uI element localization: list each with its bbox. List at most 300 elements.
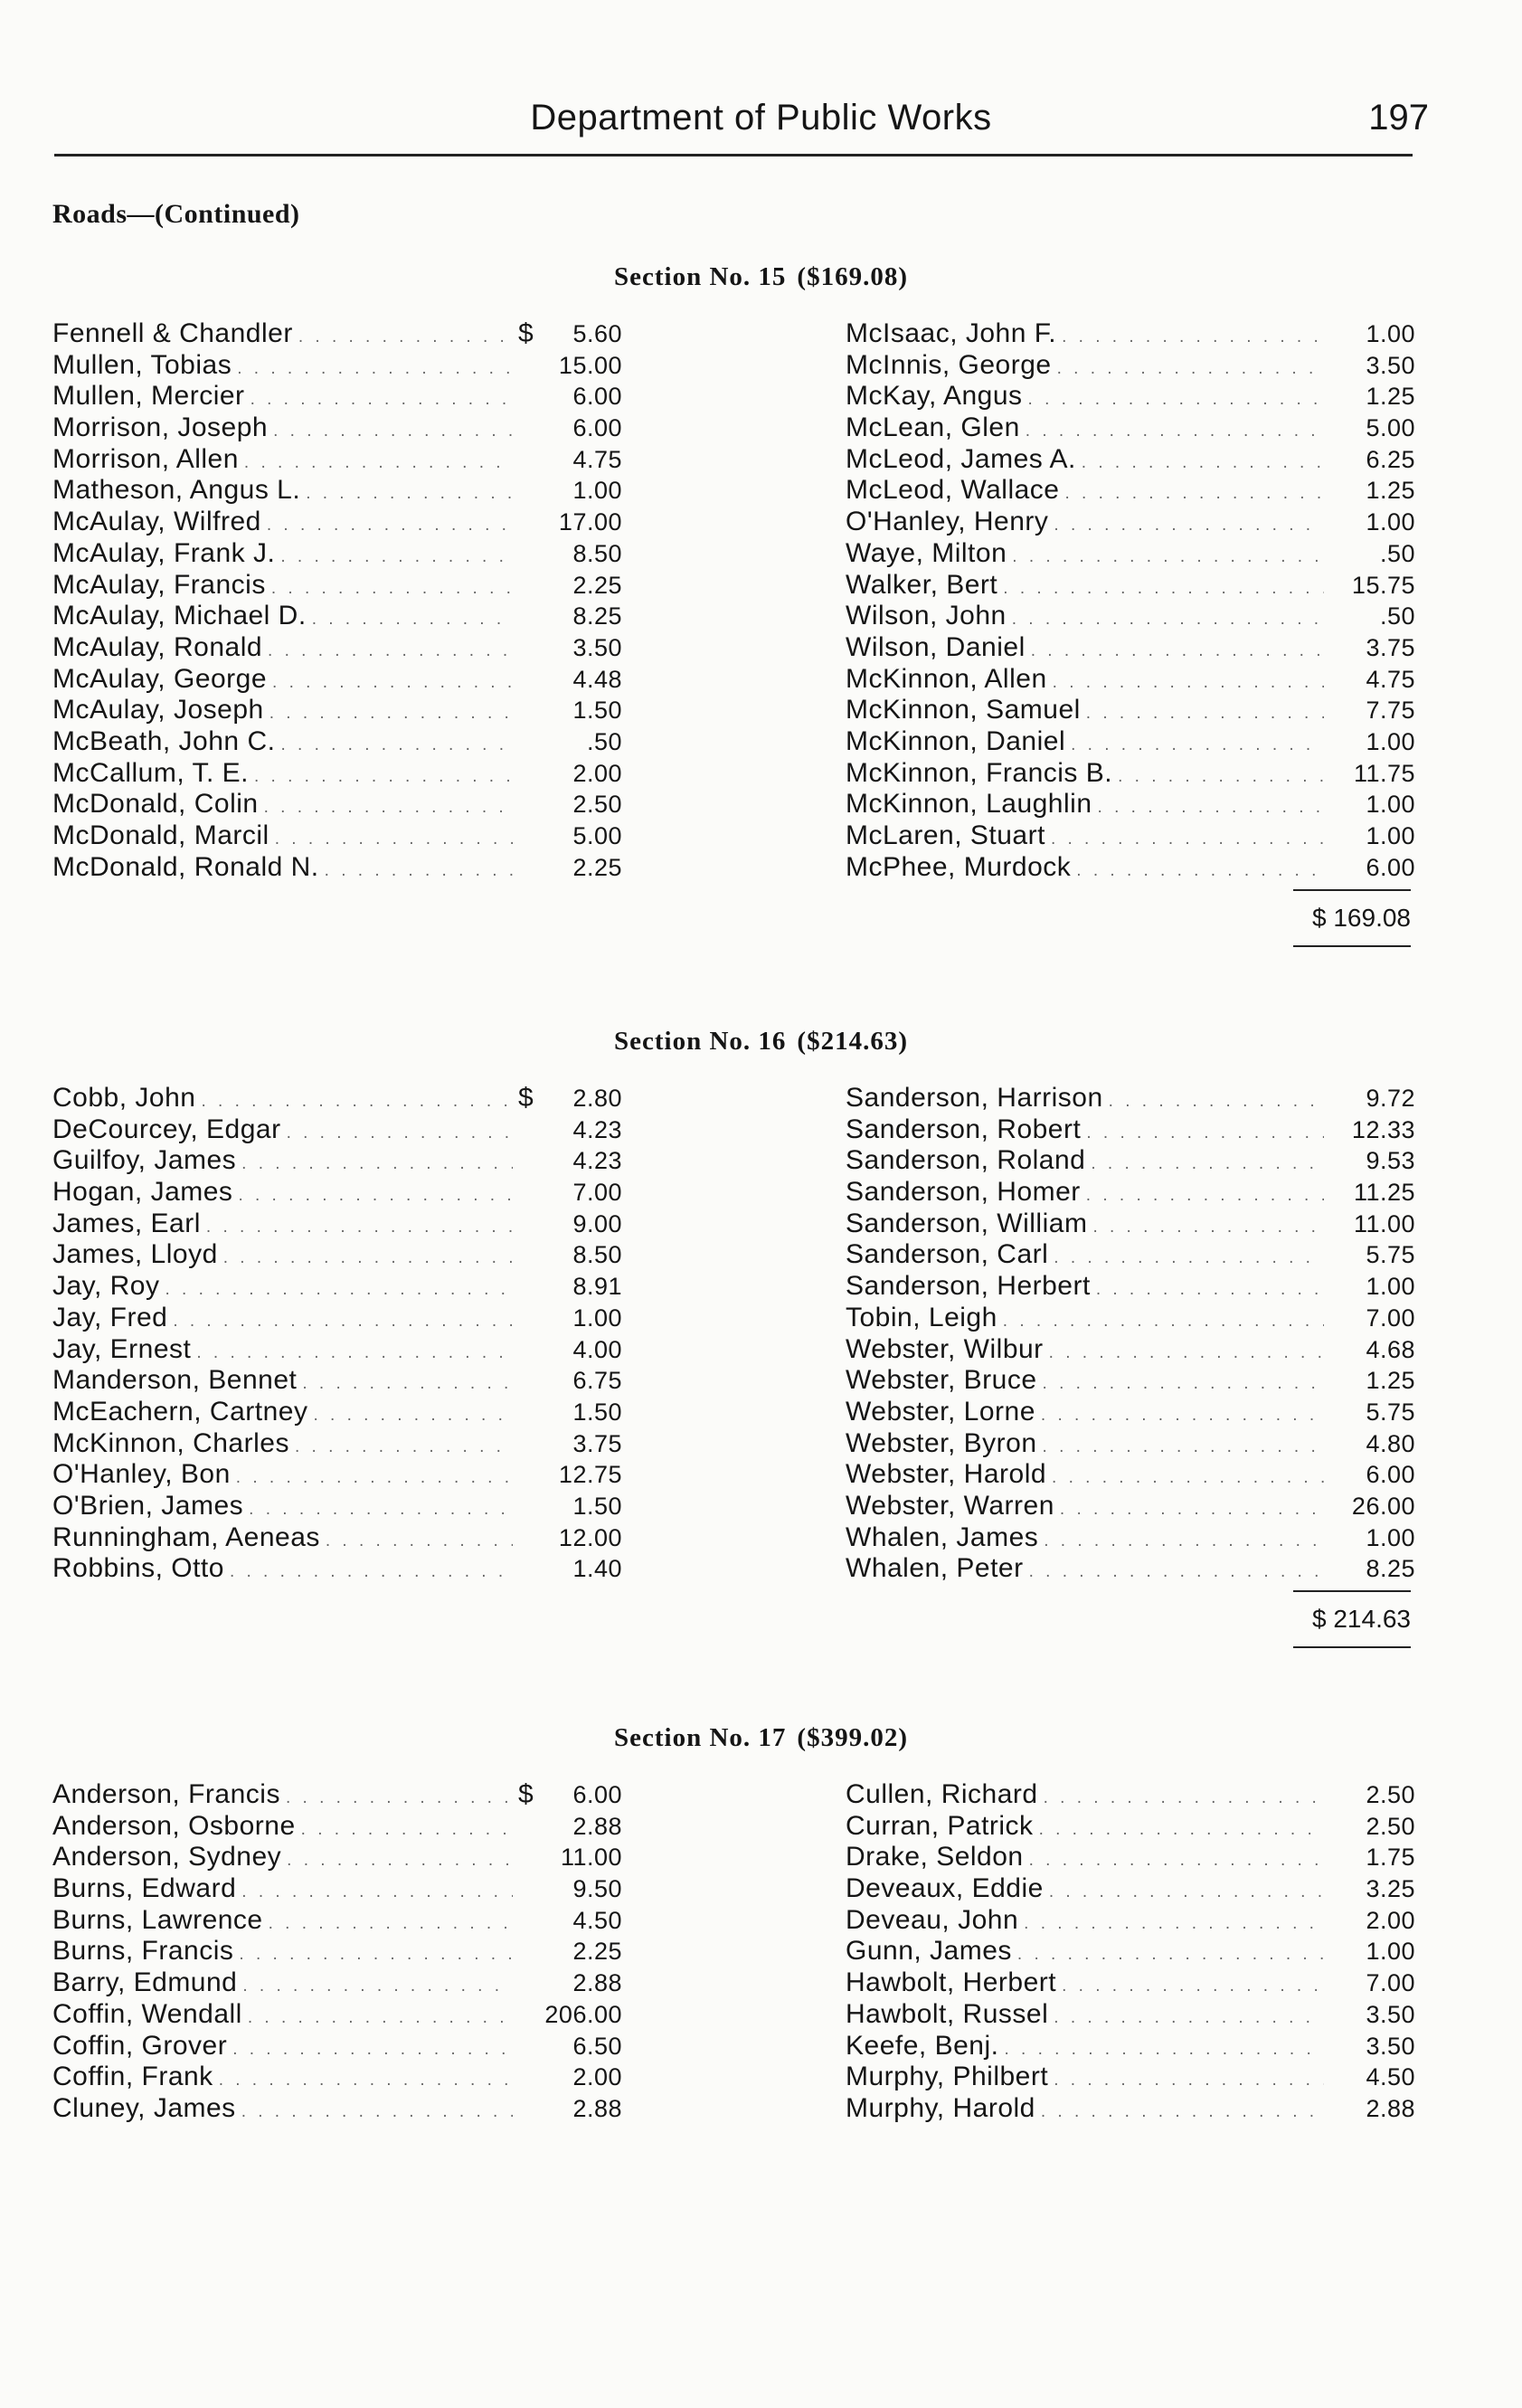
list-item [52,381,622,412]
payee-name: McIsaac, John F. [846,318,1057,348]
dot-leader [1049,1882,1324,1902]
dot-leader [286,1788,513,1808]
payment-amount: 1.50 [572,1492,622,1520]
dot-leader [1086,1186,1324,1206]
dot-leader [325,861,513,881]
dot-leader [1012,547,1324,567]
payment-amount: 11.25 [1353,1179,1415,1207]
list-item [846,412,1415,444]
payment-amount: 8.91 [572,1273,622,1301]
payment-amount: 1.40 [572,1555,622,1583]
payee-name: Walker, Bert [846,569,998,600]
dot-leader [313,1406,513,1426]
dot-leader [254,767,513,787]
payee-name: Mullen, Mercier [52,381,245,412]
payee-name: Murphy, Philbert [846,2062,1049,2092]
payment-amount: 2.80 [572,1085,622,1112]
section-amount: ($169.08) [797,262,908,291]
dot-leader [1076,861,1324,881]
total-rule-top [1293,1590,1411,1592]
list-item [52,1303,622,1334]
dot-leader [298,327,513,347]
payment-amount: 7.00 [572,1179,622,1207]
list-item [846,570,1415,602]
list-item [846,1239,1415,1271]
payee-name: Sanderson, William [846,1208,1088,1238]
list-item [846,381,1415,412]
dot-leader [173,1312,513,1332]
dot-leader [1029,1562,1324,1582]
payee-name: Waye, Milton [846,537,1007,568]
payee-name: McDonald, Colin [52,789,259,820]
payee-name: Manderson, Bennet [52,1365,298,1396]
section-amount: ($214.63) [797,1027,908,1056]
right-column [846,1779,1415,2125]
payee-name: McPhee, Murdock [846,851,1072,882]
list-item [846,2031,1415,2062]
payee-name: Tobin, Leigh [846,1302,997,1332]
list-item [846,1967,1415,1999]
payment-amount: 1.25 [1366,1367,1415,1395]
dot-leader [273,422,513,441]
list-item [846,2062,1415,2093]
payee-name: Sanderson, Herbert [846,1271,1091,1302]
payee-name: Webster, Wilbur [846,1333,1044,1364]
payee-name: Cluney, James [52,2092,236,2123]
list-item [52,758,622,790]
list-item [52,1334,622,1366]
payment-amount: 2.50 [572,791,622,819]
list-item [52,1239,622,1271]
payee-name: Whalen, James [846,1522,1039,1552]
list-item [52,1553,622,1585]
payment-amount: 1.00 [572,1304,622,1332]
payment-amount: 8.50 [572,1241,622,1269]
section-total: $ 169.08 [1312,903,1411,932]
dot-leader [241,1154,513,1174]
payment-amount: 4.50 [1366,2063,1415,2091]
payment-amount: 9.53 [1366,1147,1415,1175]
list-item [52,820,622,852]
dot-leader [1031,641,1324,661]
payee-name: Sanderson, Roland [846,1145,1086,1176]
payee-name: Fennell & Chandler [52,318,293,348]
list-item [846,1905,1415,1937]
list-item [846,2093,1415,2125]
payment-amount: 7.00 [1366,1304,1415,1332]
payee-name: Burns, Lawrence [52,1904,263,1935]
dot-leader [1096,1280,1324,1300]
payment-amount: 2.25 [572,1938,622,1966]
dot-leader [230,1562,513,1582]
payment-amount: 8.25 [1366,1555,1415,1583]
list-item [52,789,622,820]
dot-leader [1041,2102,1324,2122]
dot-leader [1024,1914,1324,1934]
list-item [846,1114,1415,1146]
payment-amount: 7.75 [1366,697,1415,725]
section-label: Section No. 16 [614,1027,787,1056]
payee-name: Webster, Warren [846,1490,1054,1521]
payee-name: Barry, Edmund [52,1967,238,1998]
payment-amount: 1.00 [572,477,622,505]
list-item [52,2031,622,2062]
payee-name: Sanderson, Harrison [846,1083,1103,1113]
dot-leader [1029,1851,1324,1871]
payee-name: Webster, Byron [846,1427,1037,1458]
payment-amount: 26.00 [1351,1492,1415,1520]
payee-name: Anderson, Francis [52,1779,280,1809]
list-item [52,507,622,538]
payment-amount: 6.00 [1366,1461,1415,1489]
payee-name: McKinnon, Laughlin [846,789,1092,820]
list-item [52,1811,622,1843]
payment-amount: 5.00 [572,822,622,849]
dot-leader [238,1186,513,1206]
dot-leader [1062,1977,1324,1996]
right-column [846,318,1415,883]
payee-name: Cullen, Richard [846,1779,1038,1809]
payee-name: Coffin, Grover [52,2030,228,2061]
list-item [846,1936,1415,1967]
payee-name: Wilson, John [846,601,1007,631]
payment-amount: 4.48 [572,665,622,693]
payment-amount: 1.25 [1366,477,1415,505]
payee-name: Burns, Edward [52,1873,237,1904]
payee-name: McAulay, Joseph [52,695,264,725]
section-total: $ 214.63 [1312,1605,1411,1634]
dot-leader [219,2071,513,2090]
payment-amount: 7.00 [1366,1969,1415,1997]
list-item [52,1967,622,1999]
list-item [52,444,622,476]
section-title [0,262,1522,292]
section-label: Section No. 17 [614,1723,787,1752]
list-item [52,538,622,570]
list-item [846,1365,1415,1397]
payment-amount: 17.00 [558,508,622,536]
payee-name: Curran, Patrick [846,1810,1034,1841]
payee-name: McKinnon, Allen [846,663,1047,694]
payment-amount: 12.75 [558,1461,622,1489]
list-item [846,1459,1415,1491]
payee-name: McDonald, Marcil [52,820,269,850]
list-item [846,1873,1415,1905]
dot-leader [236,1468,513,1488]
page-title: Department of Public Works [530,98,992,137]
payee-name: DeCourcey, Edgar [52,1114,281,1144]
list-item [846,444,1415,476]
list-item [846,1428,1415,1460]
payee-name: O'Brien, James [52,1490,244,1521]
dot-leader [287,1123,513,1143]
payee-name: Gunn, James [846,1936,1012,1967]
payment-amount: 1.75 [1366,1844,1415,1872]
payment-amount: 2.50 [1366,1781,1415,1808]
payment-amount: 9.50 [572,1875,622,1903]
list-item [52,570,622,602]
payee-name: Morrison, Allen [52,443,239,474]
payee-name: Whalen, Peter [846,1553,1024,1584]
payee-name: McLeod, James A. [846,443,1076,474]
payment-amount: 2.88 [572,2094,622,2122]
payment-amount: 6.00 [572,414,622,442]
list-item [846,1397,1415,1428]
page-number: 197 [1368,98,1429,137]
payee-name: McKinnon, Samuel [846,695,1081,725]
list-item [846,507,1415,538]
payment-amount: 8.25 [572,602,622,630]
payment-amount: 1.00 [1366,1938,1415,1966]
payment-amount: 4.75 [1366,665,1415,693]
dot-leader [1082,453,1324,473]
payment-amount: 2.88 [572,1812,622,1840]
payment-amount: 6.00 [1366,853,1415,881]
payee-name: McAulay, George [52,663,268,694]
payee-name: Webster, Harold [846,1459,1047,1490]
dot-leader [264,798,513,818]
dot-leader [241,2102,513,2122]
left-column [52,1779,622,2125]
dot-leader [1049,1343,1324,1363]
payment-amount: 4.50 [572,1906,622,1934]
dot-leader [1057,359,1324,379]
list-item [846,1999,1415,2031]
list-item [52,726,622,758]
dot-leader [1026,422,1324,441]
list-item [846,664,1415,696]
list-item [846,1491,1415,1522]
list-item [52,1936,622,1967]
dot-leader [1091,1154,1324,1174]
payment-amount: 1.25 [1366,383,1415,411]
payee-name: McKinnon, Francis B. [846,757,1113,788]
payment-amount: 1.00 [1366,1273,1415,1301]
payee-name: Hawbolt, Herbert [846,1967,1057,1998]
section-title [0,1723,1522,1753]
payee-name: McKinnon, Daniel [846,725,1066,756]
payment-amount: 4.75 [572,445,622,473]
payment-amount: 6.00 [572,1781,622,1808]
list-item [52,350,622,382]
dot-leader [1041,1406,1324,1426]
dollar-sign: $ [518,318,534,348]
list-item [846,1303,1415,1334]
total-rule-top [1293,889,1411,891]
payment-amount: 1.50 [572,1398,622,1426]
payee-name: McInnis, George [846,349,1052,380]
payee-name: O'Hanley, Henry [846,507,1049,537]
dot-leader [272,673,513,693]
payment-amount: 1.00 [1366,727,1415,755]
dot-leader [249,1500,513,1520]
list-item [52,318,622,350]
dot-leader [239,1945,513,1965]
payee-name: McLeod, Wallace [846,475,1060,506]
dot-leader [1086,704,1324,724]
dot-leader [223,1248,513,1268]
list-item [52,2062,622,2093]
list-item [846,789,1415,820]
dot-leader [1060,1500,1324,1520]
list-item [846,475,1415,507]
payee-name: O'Hanley, Bon [52,1459,231,1490]
payee-name: Mullen, Tobias [52,349,232,380]
payee-name: Coffin, Frank [52,2062,213,2092]
payee-name: McAulay, Francis [52,569,266,600]
payee-name: Sanderson, Robert [846,1114,1082,1144]
payment-amount: 2.00 [572,759,622,787]
payment-amount: 4.80 [1366,1429,1415,1457]
list-item [52,1999,622,2031]
dot-leader [1109,1092,1324,1112]
list-item [52,1779,622,1811]
list-item [846,350,1415,382]
dot-leader [196,1343,513,1363]
dot-leader [1004,2040,1324,2060]
payment-amount: 2.00 [572,2063,622,2091]
payee-name: Hogan, James [52,1177,233,1208]
dot-leader [241,1882,513,1902]
dot-leader [1092,1218,1324,1237]
payee-name: McKay, Angus [846,381,1023,412]
payee-name: McLean, Glen [846,412,1020,443]
total-rule-bottom [1293,945,1411,947]
payee-name: James, Earl [52,1208,201,1238]
payee-name: Jay, Fred [52,1302,168,1332]
right-column [846,1083,1415,1585]
list-item [52,852,622,884]
total-rule-bottom [1293,1646,1411,1648]
dot-leader [1118,767,1324,787]
list-item [52,2093,622,2125]
dot-leader [306,484,513,504]
dot-leader [1044,1531,1324,1551]
dot-leader [251,390,513,410]
dot-leader [1071,735,1324,755]
payment-amount: 4.23 [572,1147,622,1175]
payee-name: Runningham, Aeneas [52,1522,320,1552]
dot-leader [269,704,513,724]
list-item [52,1397,622,1428]
dot-leader [165,1280,513,1300]
list-item [846,538,1415,570]
payment-amount: 3.50 [1366,2032,1415,2060]
list-item [846,1779,1415,1811]
payment-amount: 5.60 [572,320,622,347]
payee-name: Anderson, Osborne [52,1810,296,1841]
payment-amount: .50 [1379,602,1415,630]
section-title [0,1027,1522,1057]
dot-leader [1053,673,1324,693]
dot-leader [1044,1788,1324,1808]
dot-leader [242,1977,513,1996]
payment-amount: 2.25 [572,853,622,881]
list-item [52,632,622,664]
dot-leader [1028,390,1324,410]
payment-amount: 3.50 [572,633,622,661]
dot-leader [312,610,513,630]
payee-name: Webster, Lorne [846,1396,1035,1427]
list-item [846,1811,1415,1843]
payment-amount: 15.75 [1351,571,1415,599]
payee-name: McLaren, Stuart [846,820,1045,850]
payment-amount: 9.72 [1366,1085,1415,1112]
payee-name: McCallum, T. E. [52,757,249,788]
list-item [846,318,1415,350]
payment-amount: 2.88 [1366,2094,1415,2122]
list-item [52,1905,622,1937]
list-item [846,852,1415,884]
payment-amount: 206.00 [544,2000,622,2028]
dot-leader [1062,327,1324,347]
dot-leader [1012,610,1324,630]
dot-leader [1051,830,1324,849]
payee-name: McAulay, Wilfred [52,507,261,537]
payment-amount: 3.50 [1366,351,1415,379]
list-item [52,1271,622,1303]
payee-name: Murphy, Harold [846,2092,1035,2123]
list-item [52,1428,622,1460]
payee-name: Deveaux, Eddie [846,1873,1044,1904]
list-item [846,1553,1415,1585]
list-item [52,1842,622,1873]
list-item [52,1177,622,1209]
list-item [52,1365,622,1397]
payee-name: Morrison, Joseph [52,412,269,443]
payment-amount: 11.00 [1353,1209,1415,1237]
payee-name: Deveau, John [846,1904,1019,1935]
payee-name: McKinnon, Charles [52,1427,289,1458]
dot-leader [1064,484,1324,504]
list-item [846,1334,1415,1366]
dot-leader [1086,1123,1324,1143]
payment-amount: 5.75 [1366,1241,1415,1269]
list-item [846,758,1415,790]
list-item [52,1873,622,1905]
dot-leader [287,1851,513,1871]
payee-name: Hawbolt, Russel [846,1998,1049,2029]
list-item [52,1145,622,1177]
dot-leader [1098,798,1324,818]
payee-name: McAulay, Michael D. [52,601,307,631]
payment-amount: 2.25 [572,571,622,599]
payment-amount: 2.00 [1366,1906,1415,1934]
dot-leader [1054,2071,1324,2090]
dot-leader [1054,1248,1324,1268]
dot-leader [1043,1374,1324,1394]
list-item [846,820,1415,852]
payment-amount: 11.75 [1353,759,1415,787]
dollar-sign: $ [518,1083,534,1113]
dot-leader [302,1374,513,1394]
list-item [52,601,622,632]
list-item [846,1083,1415,1114]
payee-name: McDonald, Ronald N. [52,851,319,882]
payment-amount: 2.88 [572,1969,622,1997]
payment-amount: .50 [1379,539,1415,567]
payment-amount: 11.00 [560,1844,622,1872]
list-item [52,1522,622,1554]
list-item [846,1842,1415,1873]
dot-leader [1054,516,1324,536]
list-item [52,1114,622,1146]
list-item [52,1459,622,1491]
payment-amount: 1.00 [1366,822,1415,849]
list-item [846,1522,1415,1554]
payment-amount: 6.75 [572,1367,622,1395]
dot-leader [301,1820,513,1840]
